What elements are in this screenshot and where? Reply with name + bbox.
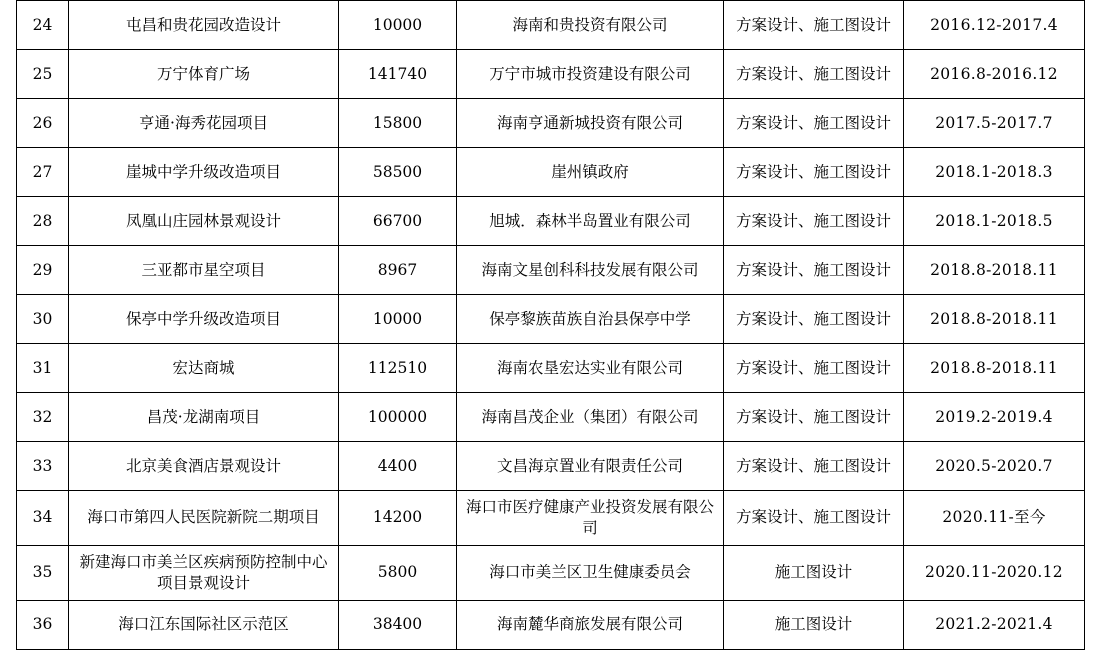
cell-scope: 方案设计、施工图设计: [724, 344, 904, 393]
cell-period: 2018.8-2018.11: [904, 295, 1085, 344]
cell-index: 32: [17, 393, 69, 442]
table-row: [17, 197, 1085, 246]
cell-owner: 海南农垦宏达实业有限公司: [457, 344, 724, 393]
cell-scope: 施工图设计: [724, 600, 904, 649]
cell-project-name: 海口江东国际社区示范区: [69, 600, 339, 649]
table-row: [17, 99, 1085, 148]
cell-scope: 方案设计、施工图设计: [724, 148, 904, 197]
cell-period: 2020.5-2020.7: [904, 442, 1085, 491]
cell-project-name: 昌茂·龙湖南项目: [69, 393, 339, 442]
table-row: [17, 442, 1085, 491]
cell-owner: 保亭黎族苗族自治县保亭中学: [457, 295, 724, 344]
cell-scope: 方案设计、施工图设计: [724, 491, 904, 546]
cell-project-name: 宏达商城: [69, 344, 339, 393]
cell-period: 2018.1-2018.3: [904, 148, 1085, 197]
cell-index: 34: [17, 491, 69, 546]
cell-period: 2016.8-2016.12: [904, 50, 1085, 99]
table-row: [17, 545, 1085, 600]
cell-index: 33: [17, 442, 69, 491]
cell-index: 36: [17, 600, 69, 649]
cell-period: 2017.5-2017.7: [904, 99, 1085, 148]
cell-project-name: 崖城中学升级改造项目: [69, 148, 339, 197]
table-row: [17, 344, 1085, 393]
cell-project-name: 新建海口市美兰区疾病预防控制中心项目景观设计: [69, 545, 339, 600]
cell-owner: 文昌海京置业有限责任公司: [457, 442, 724, 491]
cell-period: 2018.1-2018.5: [904, 197, 1085, 246]
cell-index: 28: [17, 197, 69, 246]
cell-scope: 施工图设计: [724, 545, 904, 600]
cell-owner: 崖州镇政府: [457, 148, 724, 197]
cell-owner: 万宁市城市投资建设有限公司: [457, 50, 724, 99]
table-row: [17, 491, 1085, 546]
cell-index: 25: [17, 50, 69, 99]
cell-index: 35: [17, 545, 69, 600]
cell-area: 8967: [339, 246, 457, 295]
cell-owner: 海南昌茂企业（集团）有限公司: [457, 393, 724, 442]
cell-area: 38400: [339, 600, 457, 649]
table-row: [17, 295, 1085, 344]
cell-scope: 方案设计、施工图设计: [724, 50, 904, 99]
cell-area: 15800: [339, 99, 457, 148]
cell-owner: 旭城．森林半岛置业有限公司: [457, 197, 724, 246]
cell-scope: 方案设计、施工图设计: [724, 393, 904, 442]
cell-area: 5800: [339, 545, 457, 600]
project-table: [16, 0, 1085, 650]
table-row: [17, 393, 1085, 442]
cell-period: 2016.12-2017.4: [904, 1, 1085, 50]
cell-project-name: 保亭中学升级改造项目: [69, 295, 339, 344]
table-row: [17, 246, 1085, 295]
cell-index: 31: [17, 344, 69, 393]
cell-project-name: 北京美食酒店景观设计: [69, 442, 339, 491]
cell-area: 10000: [339, 1, 457, 50]
cell-period: 2019.2-2019.4: [904, 393, 1085, 442]
cell-project-name: 屯昌和贵花园改造设计: [69, 1, 339, 50]
cell-area: 112510: [339, 344, 457, 393]
cell-index: 27: [17, 148, 69, 197]
cell-owner: 海南麓华商旅发展有限公司: [457, 600, 724, 649]
cell-area: 66700: [339, 197, 457, 246]
cell-area: 14200: [339, 491, 457, 546]
cell-period: 2018.8-2018.11: [904, 344, 1085, 393]
cell-area: 100000: [339, 393, 457, 442]
cell-index: 24: [17, 1, 69, 50]
cell-scope: 方案设计、施工图设计: [724, 1, 904, 50]
cell-owner: 海南和贵投资有限公司: [457, 1, 724, 50]
cell-owner: 海口市美兰区卫生健康委员会: [457, 545, 724, 600]
cell-owner: 海南亨通新城投资有限公司: [457, 99, 724, 148]
cell-owner: 海口市医疗健康产业投资发展有限公司: [457, 491, 724, 546]
cell-area: 10000: [339, 295, 457, 344]
cell-area: 58500: [339, 148, 457, 197]
cell-project-name: 万宁体育广场: [69, 50, 339, 99]
cell-scope: 方案设计、施工图设计: [724, 99, 904, 148]
cell-index: 26: [17, 99, 69, 148]
cell-area: 4400: [339, 442, 457, 491]
cell-project-name: 亨通·海秀花园项目: [69, 99, 339, 148]
cell-scope: 方案设计、施工图设计: [724, 197, 904, 246]
table-body: [17, 1, 1085, 650]
cell-project-name: 凤凰山庄园林景观设计: [69, 197, 339, 246]
cell-index: 29: [17, 246, 69, 295]
table-row: [17, 1, 1085, 50]
cell-period: 2018.8-2018.11: [904, 246, 1085, 295]
cell-project-name: 三亚都市星空项目: [69, 246, 339, 295]
table-row: [17, 148, 1085, 197]
cell-period: 2020.11-至今: [904, 491, 1085, 546]
cell-index: 30: [17, 295, 69, 344]
cell-scope: 方案设计、施工图设计: [724, 246, 904, 295]
cell-scope: 方案设计、施工图设计: [724, 295, 904, 344]
cell-owner: 海南文星创科科技发展有限公司: [457, 246, 724, 295]
cell-period: 2020.11-2020.12: [904, 545, 1085, 600]
table-row: [17, 50, 1085, 99]
cell-scope: 方案设计、施工图设计: [724, 442, 904, 491]
cell-area: 141740: [339, 50, 457, 99]
cell-project-name: 海口市第四人民医院新院二期项目: [69, 491, 339, 546]
cell-period: 2021.2-2021.4: [904, 600, 1085, 649]
